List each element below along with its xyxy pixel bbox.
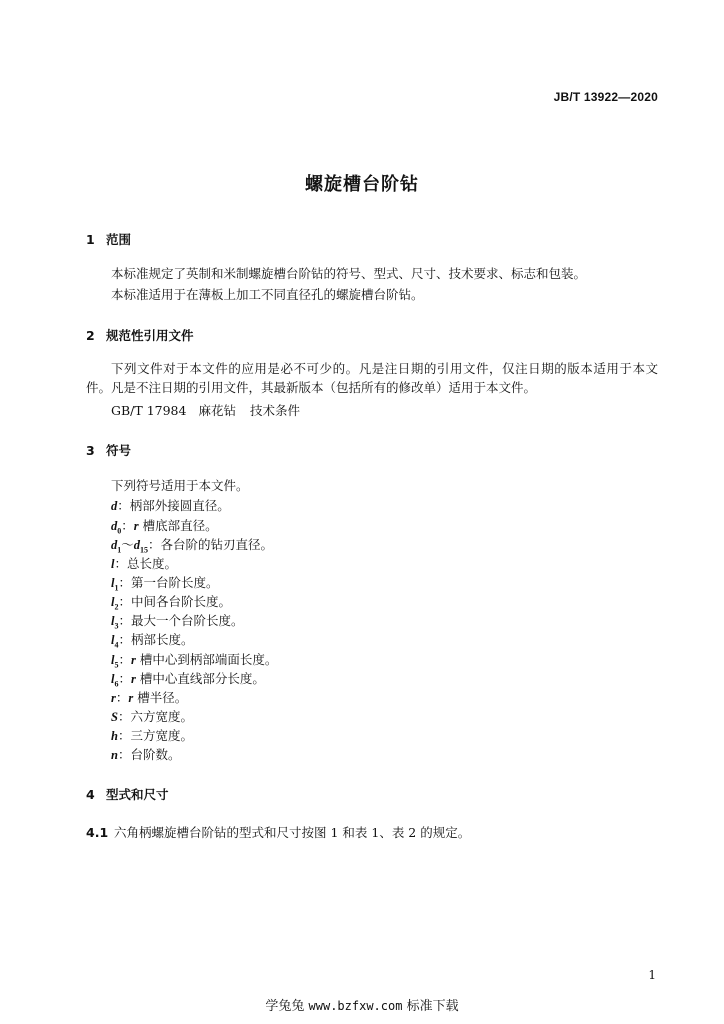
symbol-line-l2 xyxy=(111,592,231,612)
symbol-description: ：总长度。 xyxy=(114,556,177,571)
reference-name-1: 麻花钻 xyxy=(198,403,236,418)
section-title: 符号 xyxy=(106,443,132,458)
section-1-paragraph-2: 本标准适用于在薄板上加工不同直径孔的螺旋槽台阶钻。 xyxy=(111,287,424,302)
symbol-line-d xyxy=(111,496,230,514)
symbol-line-l xyxy=(111,554,177,572)
symbol-description: ：柄部长度。 xyxy=(118,632,194,647)
reference-code: GB/T 17984 xyxy=(111,403,187,418)
section-1-paragraph-1: 本标准规定了英制和米制螺旋槽台阶钻的符号、型式、尺寸、技术要求、标志和包装。 xyxy=(111,266,587,281)
symbol: $l_2$ xyxy=(111,595,119,612)
reference-name-2: 技术条件 xyxy=(249,403,300,418)
section-title: 型式和尺寸 xyxy=(106,787,169,802)
symbol-description: ：三方宽度。 xyxy=(117,728,193,743)
standard-number: JB/T 13922—2020 xyxy=(553,90,658,104)
symbol: $l_5$ xyxy=(111,653,119,670)
symbol-r: r xyxy=(128,691,134,705)
symbol: d xyxy=(111,499,118,513)
section-title: 规范性引用文件 xyxy=(106,328,194,343)
symbol-line-r xyxy=(111,688,187,706)
symbol-2: $d_{15}$ xyxy=(133,538,149,555)
section-number: 4 xyxy=(86,787,95,802)
symbol-description-2: 槽底部直径。 xyxy=(138,518,218,533)
symbol: h xyxy=(111,729,118,743)
section-number: 1 xyxy=(86,232,95,247)
footer-site-name: 学兔兔 xyxy=(265,999,305,1014)
symbol-description-2: 槽中心到柄部端面长度。 xyxy=(135,652,278,667)
symbol: $l_1$ xyxy=(111,576,119,593)
section-title: 范围 xyxy=(106,232,132,247)
symbol: $l_3$ xyxy=(111,614,119,631)
symbol-line-l5 xyxy=(111,650,277,670)
symbol-description: ：柄部外接圆直径。 xyxy=(117,498,230,513)
symbol-line-S xyxy=(111,707,193,725)
symbol-description: ： xyxy=(118,671,131,686)
clause-number: 4.1 xyxy=(86,825,109,840)
symbol: r xyxy=(111,691,116,705)
symbol-description: ：第一台阶长度。 xyxy=(118,575,219,590)
symbol-description-2: 槽中心直线部分长度。 xyxy=(135,671,265,686)
symbol-description: ： xyxy=(121,518,134,533)
symbol: n xyxy=(111,748,118,762)
symbol-description: ： xyxy=(118,652,131,667)
symbol-r: r xyxy=(131,672,136,686)
section-2-paragraph: 下列文件对于本文件的应用是必不可少的。凡是注日期的引用文件，仅注日期的版本适用于本文件。凡是不注日期的引用文件，其最新版本（包括所有的修改单）适用于本文件。 xyxy=(86,361,658,395)
symbol-line-n xyxy=(111,745,180,763)
symbol-line-l1 xyxy=(111,573,219,593)
document-title: 螺旋槽台阶钻 xyxy=(305,174,419,195)
tilde: ～ xyxy=(121,537,134,552)
footer-download-label: 标准下载 xyxy=(406,999,459,1014)
symbol: $d_1$ xyxy=(111,538,122,555)
symbol-description: ：各台阶的钻刃直径。 xyxy=(148,537,274,552)
section-2-heading xyxy=(86,326,194,344)
symbol: $l_4$ xyxy=(111,633,119,650)
clause-4-1 xyxy=(86,823,470,841)
symbol-line-l6 xyxy=(111,669,265,689)
section-4-heading xyxy=(86,785,169,803)
section-number: 3 xyxy=(86,443,95,458)
symbol-description: ：中间各台阶长度。 xyxy=(118,594,231,609)
symbol-line-h xyxy=(111,726,193,744)
symbol-description: ： xyxy=(115,690,129,705)
symbol-description: ：六方宽度。 xyxy=(117,709,193,724)
page-number: 1 xyxy=(648,968,656,982)
symbol-description-2: 槽半径。 xyxy=(133,690,188,705)
symbol-description: ：台阶数。 xyxy=(117,747,181,762)
section-number: 2 xyxy=(86,328,95,343)
symbol-line-d1-d15 xyxy=(111,535,273,555)
footer-url[interactable]: www.bzfxw.com xyxy=(308,999,403,1013)
section-3-heading xyxy=(86,441,131,459)
symbol-line-l4 xyxy=(111,630,194,650)
symbol-line-d0 xyxy=(111,516,218,536)
symbol-description: ：最大一个台阶长度。 xyxy=(118,613,244,628)
symbols-intro: 下列符号适用于本文件。 xyxy=(111,478,249,493)
clause-text: 六角柄螺旋槽台阶钻的型式和尺寸按图 1 和表 1、表 2 的规定。 xyxy=(114,825,471,840)
section-1-heading xyxy=(86,230,131,248)
symbol-r: r xyxy=(133,519,139,533)
symbol-r: r xyxy=(131,653,136,667)
symbol: l xyxy=(111,557,115,571)
symbol: $d_0$ xyxy=(111,519,122,536)
symbol: $l_6$ xyxy=(111,672,119,689)
footer-watermark xyxy=(0,995,724,1014)
symbol: S xyxy=(111,710,118,724)
normative-reference xyxy=(111,401,300,419)
symbol-line-l3 xyxy=(111,611,244,631)
